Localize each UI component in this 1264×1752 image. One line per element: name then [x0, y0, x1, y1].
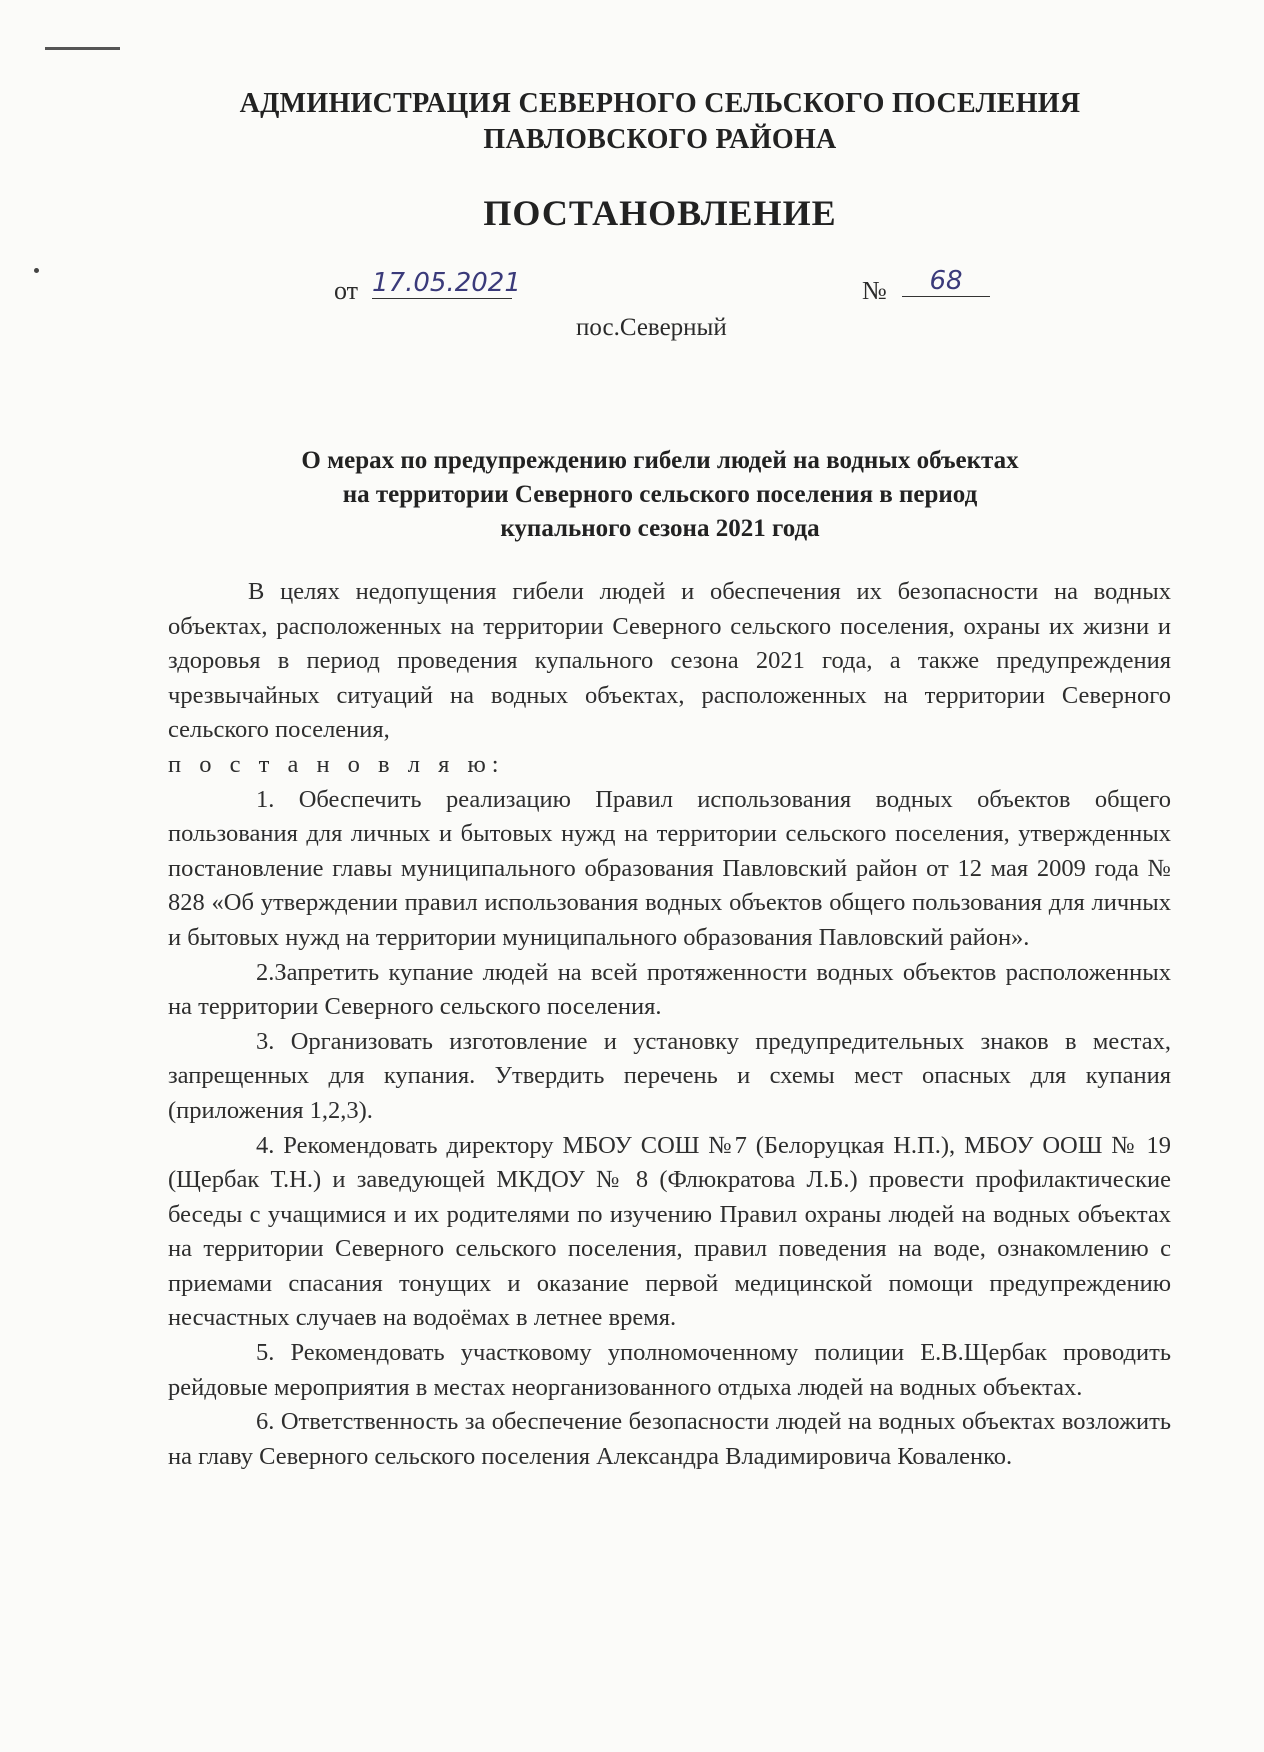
- item-4: 4. Рекомендовать директору МБОУ СОШ №7 (Белоруцкая Н.П.), МБОУ ООШ № 19 (Щербак Т.Н.) и заведующей МКДОУ № 8 (Флюкратова Л.Б.) провести профилактические беседы с учащимися и их родителями по изучению Правил охраны людей на водных объектах на территории Северного сельского поселения, правил поведения на воде, ознакомлению с приемами спасания тонущих и оказание первой медицинской помощи предупреждению несчастных случаев на водоёмах в летнее время.: [168, 1131, 1171, 1332]
- item-6: 6. Ответственность за обеспечение безопасности людей на водных объектах возложить на главу Северного сельского поселения Александра Владимировича Коваленко.: [168, 1408, 1171, 1470]
- item-2: 2.Запретить купание людей на всей протяженности водных объектов расположенных на территории Северного сельского поселения.: [168, 958, 1171, 1021]
- number-label: №: [862, 276, 887, 305]
- subject-line1: О мерах по предупреждению гибели людей на водных объектах: [301, 447, 1019, 474]
- place-of-issue: пос.Северный: [576, 314, 727, 341]
- document-type-title: ПОСТАНОВЛЕНИЕ: [483, 193, 837, 233]
- resolve-word: п о с т а н о в л я ю:: [168, 750, 505, 778]
- scan-mark: [45, 47, 120, 50]
- document-subject: [0, 444, 1264, 546]
- date-value-handwritten: 17.05.2021: [372, 268, 521, 298]
- scan-dot: [34, 268, 39, 273]
- item-1: 1. Обеспечить реализацию Правил использования водных объектов общего пользования для личных и бытовых нужд на территории сельского поселения, утвержденных постановление главы муниципального образования Павловский район от 12 мая 2009 года № 828 «Об утверждении правил использования водных объектов общего пользования для личных и бытовых нужд на территории муниципального образования Павловский район».: [168, 785, 1171, 951]
- date-label: от: [334, 276, 359, 305]
- item-3: 3. Организовать изготовление и установку предупредительных знаков в местах, запрещенных для купания. Утвердить перечень и схемы мест опасных для купания (приложения 1,2,3).: [168, 1027, 1171, 1124]
- org-name-line1: АДМИНИСТРАЦИЯ СЕВЕРНОГО СЕЛЬСКОГО ПОСЕЛЕНИЯ: [239, 88, 1081, 119]
- preamble-paragraph: В целях недопущения гибели людей и обеспечения их безопасности на водных объектах, расположенных на территории Северного сельского поселения, охраны их жизни и здоровья в период проведения купального сезона 2021 года, а также предупреждения чрезвычайных ситуаций на водных объектах, расположенных на территории Северного сельского поселения,: [168, 578, 1171, 744]
- subject-line2: на территории Северного сельского поселения в период: [342, 481, 978, 508]
- org-name-line2: ПАВЛОВСКОГО РАЙОНА: [483, 124, 837, 155]
- subject-line3: купального сезона 2021 года: [500, 515, 820, 542]
- document-body: [168, 575, 1171, 1474]
- number-value-handwritten: 68: [902, 266, 990, 297]
- item-5: 5. Рекомендовать участковому уполномоченному полиции Е.В.Щербак проводить рейдовые мероприятия в местах неорганизованного отдыха людей на водных объектах.: [168, 1339, 1171, 1401]
